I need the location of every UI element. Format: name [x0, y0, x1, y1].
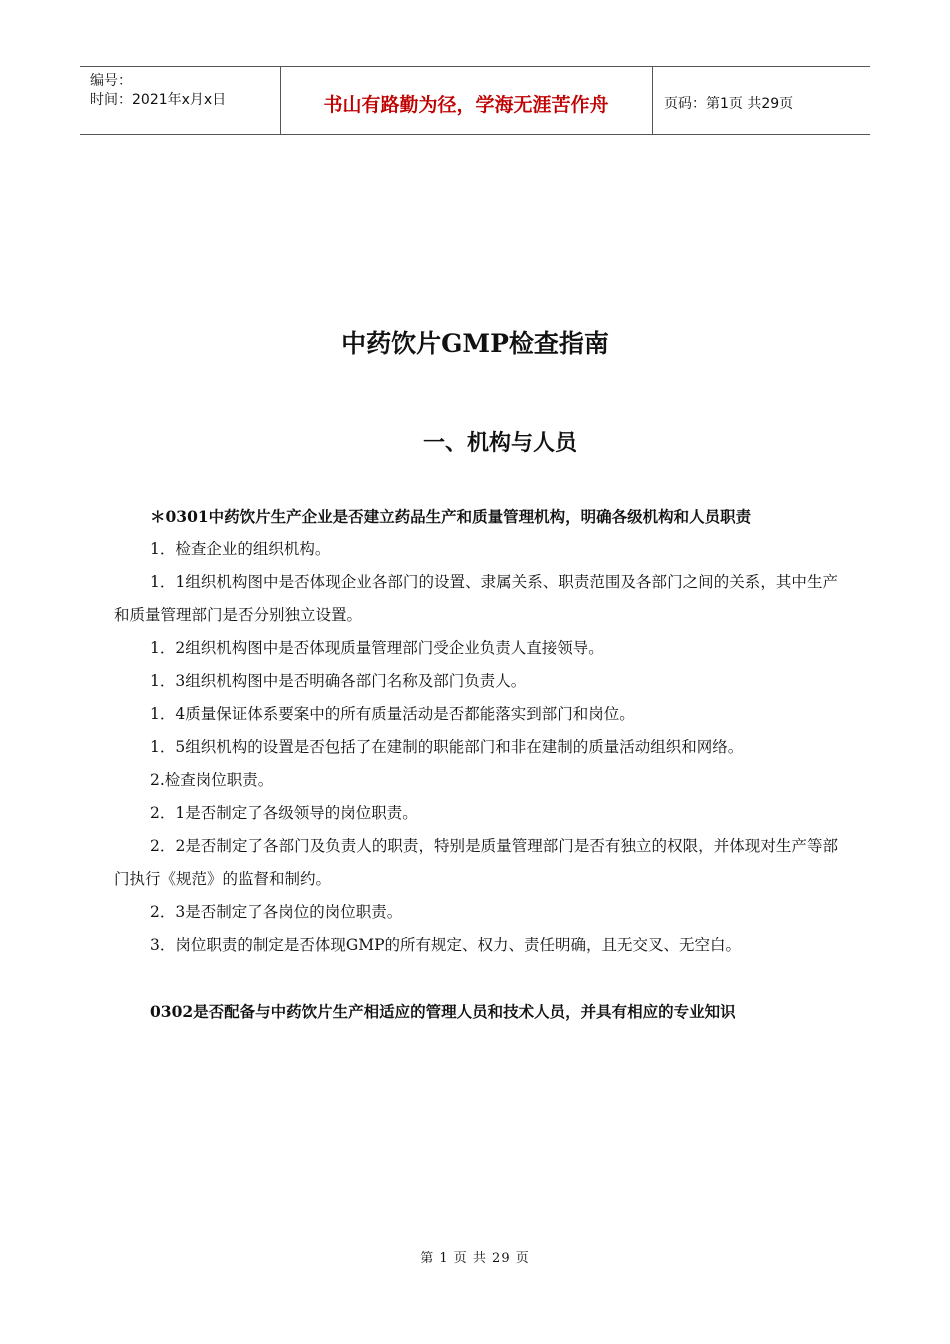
- question-0302: 0302是否配备与中药饮片生产相适应的管理人员和技术人员，并具有相应的专业知识: [150, 1002, 736, 1021]
- body-paragraph: 2．2是否制定了各部门及负责人的职责，特别是质量管理部门是否有独立的权限，并体现对生产等部门执行《规范》的监督和制约。: [114, 837, 838, 888]
- header-page-cell: [652, 67, 870, 134]
- body-paragraph: 1．4质量保证体系要案中的所有质量活动是否都能落实到部门和岗位。: [150, 705, 635, 723]
- document-body: [114, 500, 838, 1028]
- document-title: 中药饮片GMP检查指南: [341, 329, 609, 358]
- doc-number-label: 编号：: [90, 73, 132, 89]
- motto-text: 书山有路勤为径，学海无涯苦作舟: [323, 94, 609, 116]
- body-paragraph: 1．2组织机构图中是否体现质量管理部门受企业负责人直接领导。: [150, 639, 604, 657]
- header-info-cell: [80, 67, 281, 134]
- body-paragraph: 2.检查岗位职责。: [150, 771, 274, 789]
- page-code: 页码：第1页 共29页: [664, 96, 794, 112]
- body-paragraph: 1．1组织机构图中是否体现企业各部门的设置、隶属关系、职责范围及各部门之间的关系，其中生产和质量管理部门是否分别独立设置。: [114, 573, 838, 624]
- body-paragraph: 2．1是否制定了各级领导的岗位职责。: [150, 804, 418, 822]
- page-header: [80, 66, 870, 135]
- question-0301: ＊0301中药饮片生产企业是否建立药品生产和质量管理机构，明确各级机构和人员职责: [150, 507, 752, 526]
- body-paragraph: 1．检查企业的组织机构。: [150, 540, 331, 558]
- page-footer: 第 1 页 共 29 页: [420, 1251, 530, 1266]
- body-paragraph: 3．岗位职责的制定是否体现GMP的所有规定、权力、责任明确，且无交叉、无空白。: [150, 936, 742, 954]
- body-paragraph: 2．3是否制定了各岗位的岗位职责。: [150, 903, 403, 921]
- section-heading: 一、机构与人员: [422, 430, 577, 456]
- body-paragraph: 1．3组织机构图中是否明确各部门名称及部门负责人。: [150, 672, 527, 690]
- body-paragraph: 1．5组织机构的设置是否包括了在建制的职能部门和非在建制的质量活动组织和网络。: [150, 738, 744, 756]
- doc-time-label: 时间：2021年x月x日: [90, 92, 227, 108]
- header-motto-cell: [280, 67, 653, 134]
